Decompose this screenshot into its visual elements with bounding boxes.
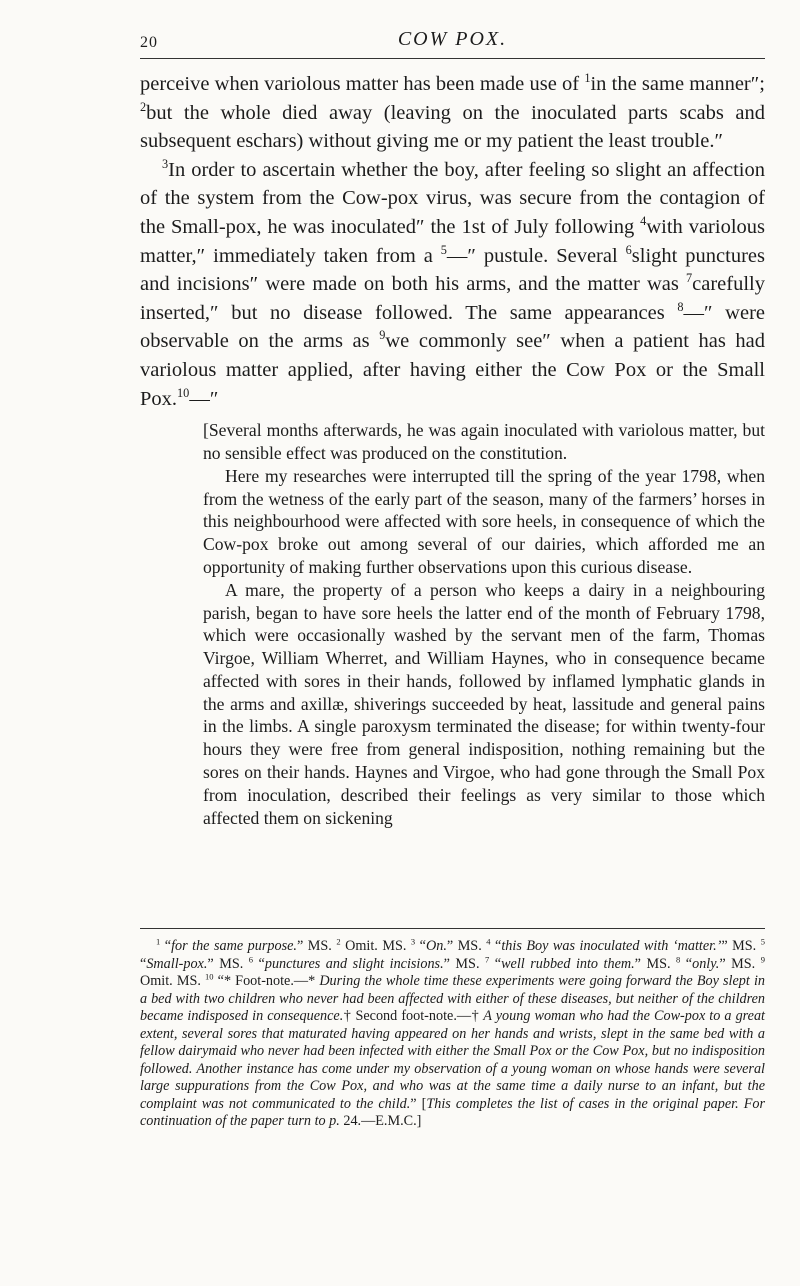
footnotes xyxy=(140,938,765,1131)
footnote-marker: 2 xyxy=(140,99,147,114)
bracketed-paragraph: Here my researches were interrupted till the spring of the year 1798, when from the wetness of the early part of the season, many of the farmers’ horses in this neighbourhood were affected with sore heels, in consequence of which the Cow-pox broke out among several of our dairies, which afforded me an opportunity of making further observations upon this curious disease. xyxy=(203,465,765,577)
text-run: “ xyxy=(489,955,502,972)
text-run: perceive when variolous matter has been made use of xyxy=(140,73,585,95)
footnote-marker: 5 xyxy=(760,936,765,947)
italic-text: During the whole time these experiments were going forward the Boy slept in a bed with two children who never had been affected with either of these diseases, but neither of the children became indisposed in consequence. xyxy=(140,973,765,1024)
bracketed-section xyxy=(203,419,765,829)
italic-text: for the same purpose. xyxy=(171,938,297,954)
text-run: ” MS. xyxy=(719,955,761,972)
footnote-marker: 7 xyxy=(485,953,490,964)
text-run: ” [ xyxy=(410,1095,427,1112)
footnote-block xyxy=(140,938,765,1131)
main-text xyxy=(140,70,765,829)
text-run: ” MS. xyxy=(443,955,486,972)
italic-text: A young woman who had the Cow-pox to a great extent, several sores that maturated having appeared on her hands and wrists, slept in the same bed with a fellow dairymaid who never had been infected with either the Small Pox or the Cow Pox, but no indisposition followed. Another instance has come under my observation of a young woman on whose hands were several large suppurations from the Cow Pox, and who was at the same time a daily nurse to an infant, but the complaint was not communicated to the child. xyxy=(140,1008,765,1112)
text-run: slight punctures and incisions″ were made on both his arms, and the matter was xyxy=(140,244,765,296)
footnote-marker: 6 xyxy=(625,242,632,257)
footnote-marker: 8 xyxy=(677,299,684,314)
text-run: in the same manner″; xyxy=(590,73,765,95)
text-run: “ xyxy=(490,938,502,954)
text-run: “ xyxy=(680,955,693,972)
text-run: “* Foot-note.—* xyxy=(213,973,320,989)
bracketed-paragraph: [Several months afterwards, he was again inoculated with variolous matter, but no sensible effect was produced on the constitution. xyxy=(203,420,765,463)
footnote-marker: 4 xyxy=(486,936,491,947)
italic-text: This completes the list of cases in the original paper. For continuation of the paper turn to p. xyxy=(140,1095,765,1129)
footnote-marker: 10 xyxy=(205,971,214,982)
footnote-marker: 8 xyxy=(676,953,681,964)
italic-text: On. xyxy=(425,938,447,954)
footnote-marker: 1 xyxy=(584,71,591,86)
text-run: with variolous matter,″ immediately taken from a xyxy=(140,215,766,267)
text-run: “ xyxy=(253,955,265,972)
footnote-marker: 3 xyxy=(410,936,416,947)
footnote-rule xyxy=(140,928,765,929)
main-paragraph xyxy=(140,156,765,413)
footnote-marker: 3 xyxy=(162,156,169,171)
main-paragraph xyxy=(140,70,765,156)
text-run: carefully inserted,″ but no disease followed. The same appearances xyxy=(140,273,765,324)
footnote-marker: 2 xyxy=(336,936,341,947)
footnote-marker: 4 xyxy=(640,214,647,229)
text-run: ” MS. xyxy=(296,938,337,954)
footnote-marker: 7 xyxy=(686,271,693,286)
footnote-marker: 1 xyxy=(156,936,161,947)
page-header xyxy=(140,24,765,54)
text-run: 24.—E.M.C.] xyxy=(339,1113,422,1129)
text-run: Omit. MS. xyxy=(140,973,206,989)
italic-text: this Boy was inoculated with ‘matter.’ xyxy=(501,938,722,954)
footnote-marker: 9 xyxy=(760,953,765,964)
footnote-marker: 9 xyxy=(379,328,386,343)
text-run: —″ pustule. Several xyxy=(446,244,626,267)
text-run: ” MS. xyxy=(446,938,487,954)
text-run: † Second foot-note.—† xyxy=(343,1008,484,1024)
italic-text: only. xyxy=(692,955,720,972)
page-number: 20 xyxy=(140,34,158,51)
italic-text: Small-pox. xyxy=(146,955,208,972)
footnote-marker: 6 xyxy=(248,953,254,964)
running-head: COW POX. xyxy=(397,28,508,50)
text-run: ” MS. xyxy=(634,955,677,972)
text-run: Omit. MS. xyxy=(340,938,411,954)
bracketed-paragraph: A mare, the property of a person who keeps a dairy in a neighbouring parish, began to have sore heels the latter end of the month of February 1798, which were occasionally washed by the servant men of the farm, Thomas Virgoe, William Wherret, and William Haynes, who in consequence became affected with sores in their hands, followed by inflamed lymphatic glands in the arms and axillæ, shiverings succeeded by heat, lassitude and general pains in the limbs. A single paroxysm terminated the disease; for within twenty-four hours they were free from general indisposition, nothing remaining but the sores on their hands. Haynes and Virgoe, who had gone through the Small Pox from inoculation, described their feelings as very similar to those which affected them on sickening xyxy=(203,579,765,828)
text-run: ” MS. xyxy=(207,955,249,972)
text-run: In order to ascertain whether the boy, after feeling so slight an affection of the system from the Cow-pox virus, was secure from the contagion of the Small-pox, he was inoculated″ the 1st of July following xyxy=(140,158,765,238)
text-run: but the whole died away (leaving on the inoculated parts scabs and subsequent eschars) without giving me or my patient the least trouble.″ xyxy=(140,101,765,153)
header-rule xyxy=(140,58,765,59)
text-run: ” MS. xyxy=(721,938,761,954)
footnote-marker: 5 xyxy=(440,242,447,257)
text-run: —″ xyxy=(189,387,219,410)
text-run: “ xyxy=(140,955,147,972)
italic-text: punctures and slight incisions. xyxy=(264,955,444,972)
text-run: we commonly see″ when a patient has had variolous matter applied, after having either the Cow Pox or the Small Pox. xyxy=(140,330,765,410)
footnote-marker: 10 xyxy=(177,385,190,400)
text-run: “ xyxy=(415,938,426,954)
text-run: —″ were observable on the arms as xyxy=(140,301,765,353)
italic-text: well rubbed into them. xyxy=(501,955,635,972)
text-run: “ xyxy=(160,938,172,954)
